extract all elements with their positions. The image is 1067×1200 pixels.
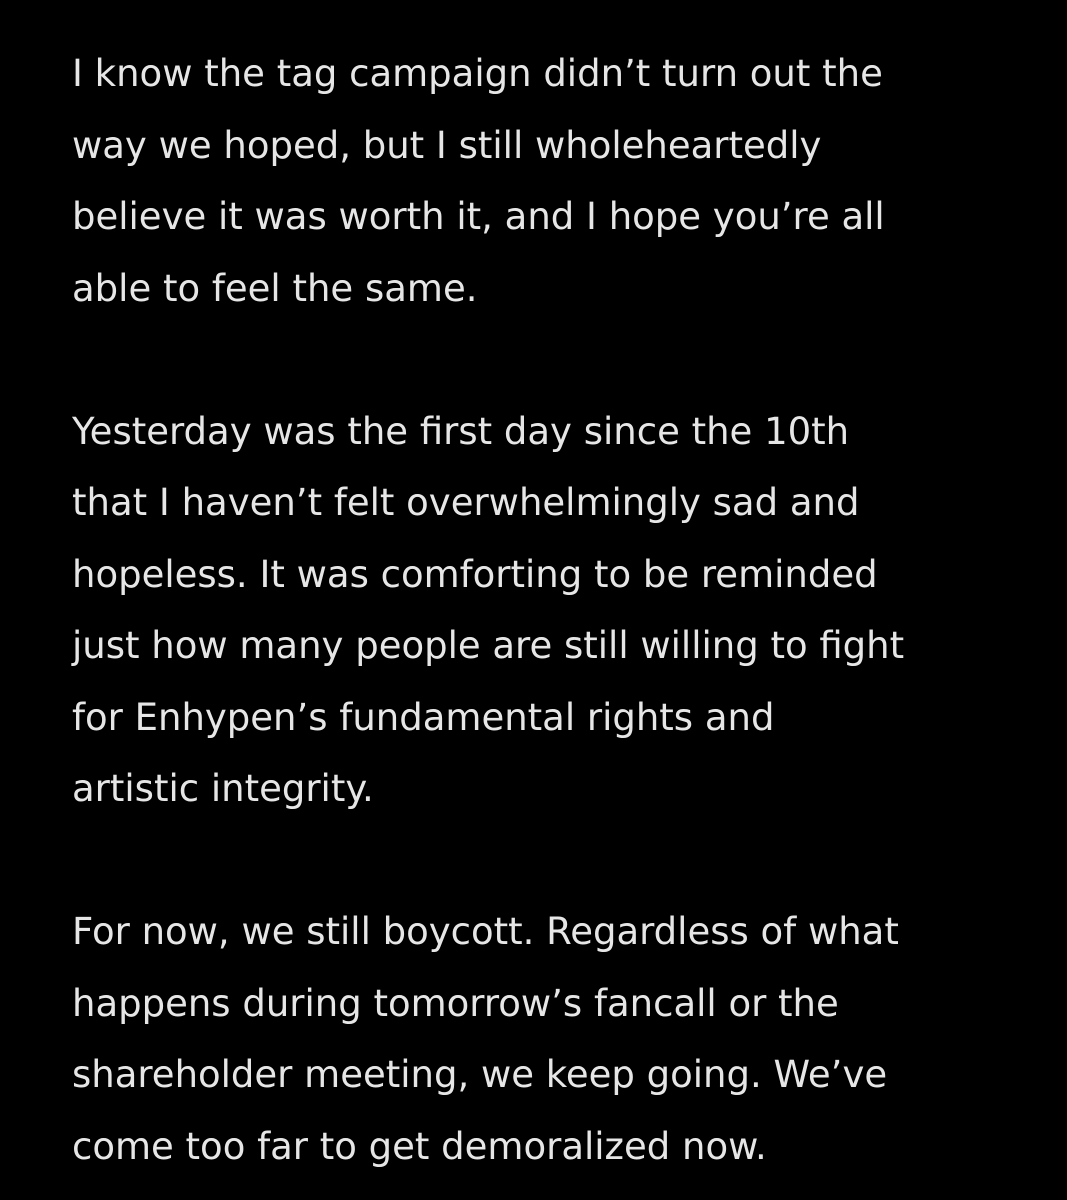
note-line: way we hoped, but I still wholeheartedly [72, 123, 822, 167]
paragraph-2 [72, 396, 1032, 825]
note-line: happens during tomorrow’s fancall or the [72, 981, 839, 1025]
note-body [72, 38, 1032, 1182]
note-line: hopeless. It was comforting to be reminded [72, 552, 878, 596]
paragraph-spacer [72, 825, 1032, 897]
note-line: I know the tag campaign didn’t turn out the [72, 52, 883, 95]
note-line: for Enhypen’s fundamental rights and [72, 695, 775, 739]
note-line: come too far to get demoralized now. [72, 1124, 767, 1168]
note-line: artistic integrity. [72, 767, 374, 810]
note-line: able to feel the same. [72, 266, 478, 310]
note-line: that I haven’t felt overwhelmingly sad and [72, 481, 860, 524]
paragraph-spacer [72, 324, 1032, 396]
paragraph-1 [72, 38, 1032, 324]
note-line: shareholder meeting, we keep going. We’ve [72, 1053, 888, 1096]
note-line: believe it was worth it, and I hope you’re all [72, 195, 885, 238]
note-line: just how many people are still willing to fight [72, 624, 905, 667]
note-line: For now, we still boycott. Regardless of what [72, 910, 899, 953]
note-line: Yesterday was the first day since the 10th [72, 409, 850, 453]
paragraph-3 [72, 896, 1032, 1182]
